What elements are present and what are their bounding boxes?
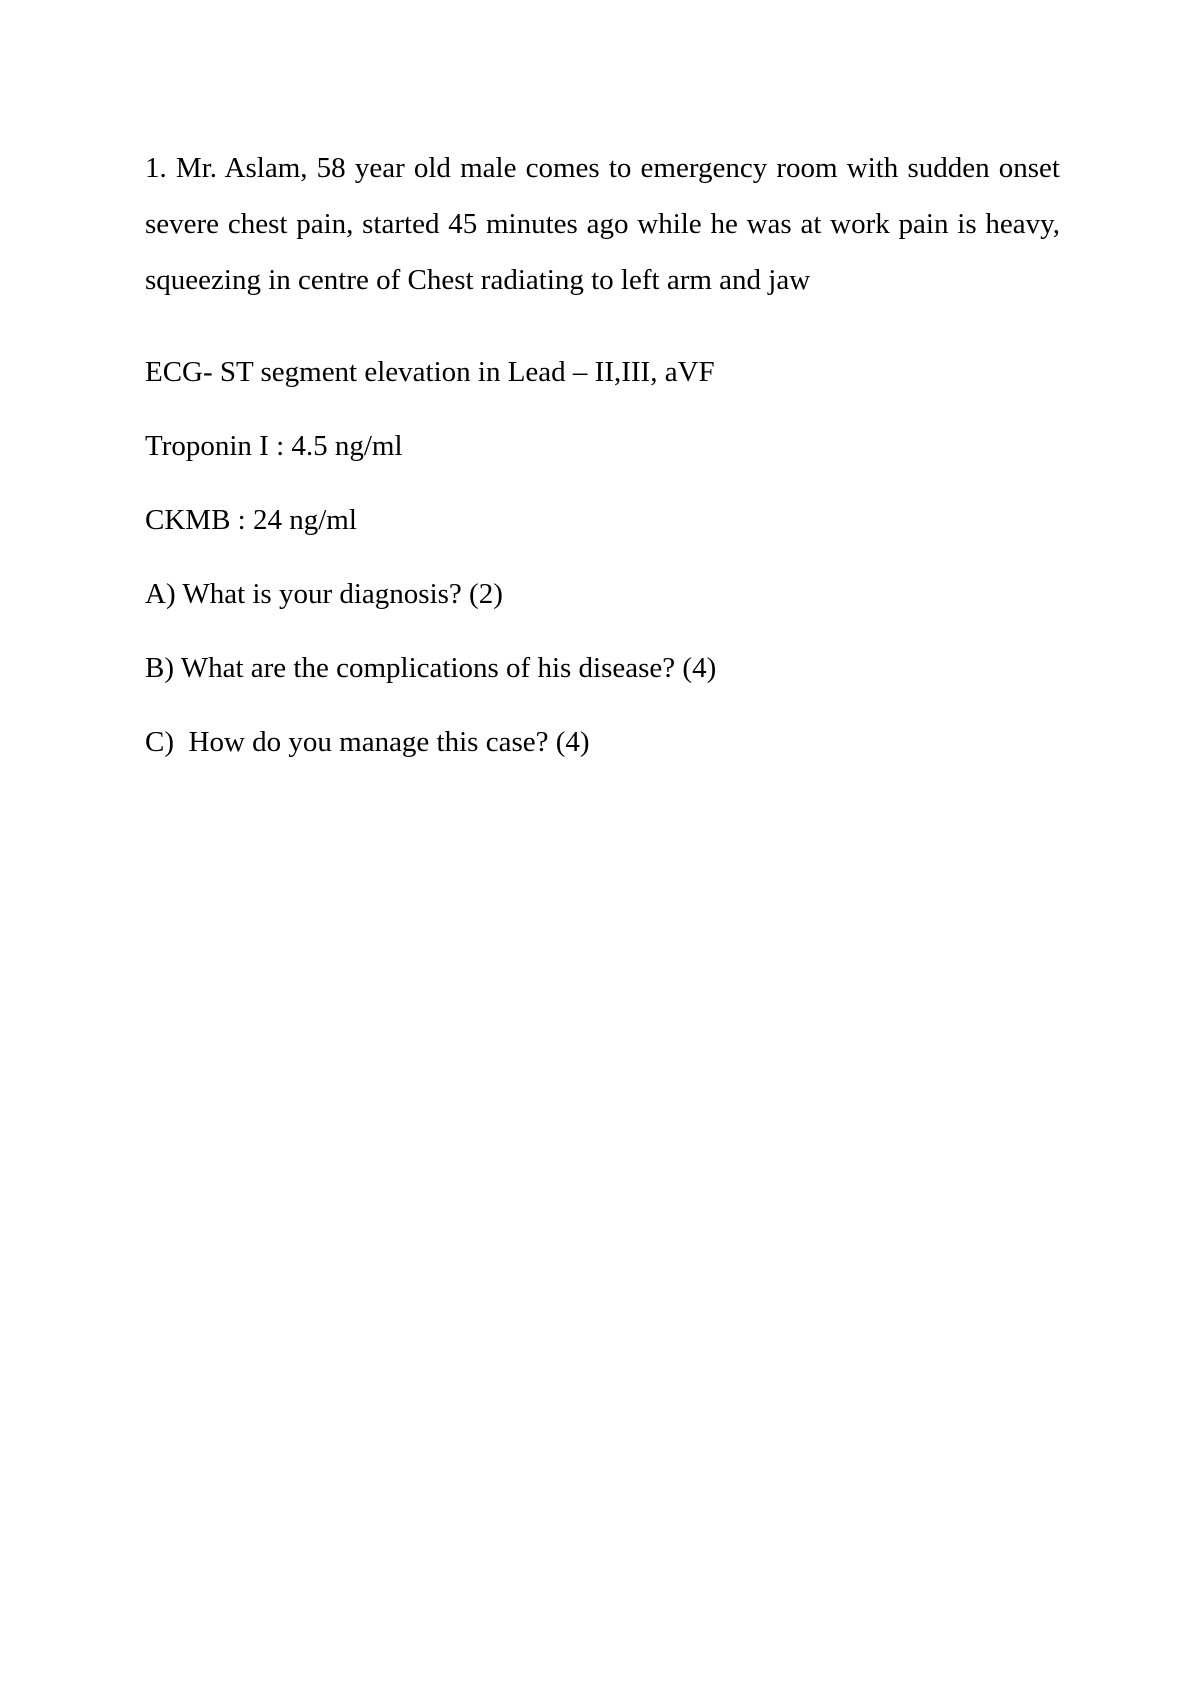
subquestion-c: C) How do you manage this case? (4) <box>145 726 590 758</box>
ckmb-finding: CKMB : 24 ng/ml <box>145 504 357 536</box>
case-description: 1. Mr. Aslam, 58 year old male comes to emergency room with sudden onset severe chest pain, started 45 minutes ago while he was at work pain is heavy, squeezing in centre of Chest radiating to left arm and jaw <box>145 152 1060 296</box>
subquestion-b: B) What are the complications of his disease? (4) <box>145 652 717 684</box>
ecg-finding: ECG- ST segment elevation in Lead – II,III, aVF <box>145 356 715 388</box>
subquestion-a: A) What is your diagnosis? (2) <box>145 578 503 610</box>
question-block <box>145 140 1060 762</box>
troponin-finding: Troponin I : 4.5 ng/ml <box>145 430 403 462</box>
